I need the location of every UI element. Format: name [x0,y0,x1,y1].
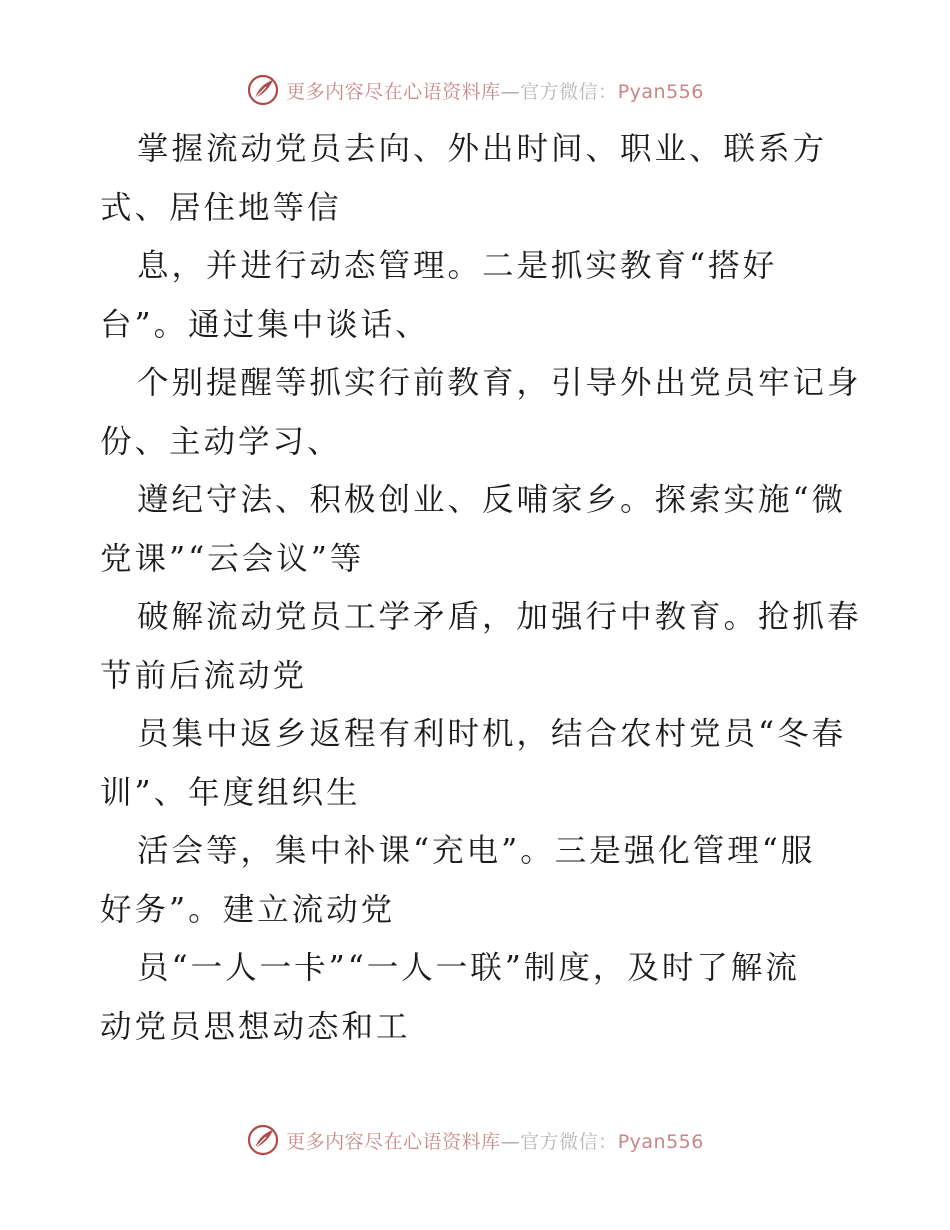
text-line: 台”。通过集中谈话、 [100,306,430,343]
feather-pen-circle-icon [246,1123,280,1157]
text-line: 员“一人一卡”“一人一联”制度，及时了解流 [137,950,800,986]
watermark-text [286,1127,704,1154]
text-line: 好务”。建立流动党 [100,891,396,928]
watermark-wechat-label: 官方微信： [520,1130,618,1153]
text-line: 个别提醒等抓实行前教育，引导外出党员牢记身 [137,365,862,401]
watermark-dash: — [500,80,521,103]
watermark-dash: — [500,1130,521,1153]
text-line: 息，并进行动态管理。二是抓实教育“搭好 [137,248,778,284]
text-line: 动党员思想动态和工 [100,1008,411,1045]
watermark-wechat-id: Pyan556 [617,1130,704,1153]
watermark-wechat-label: 官方微信： [520,80,618,103]
text-line: 节前后流动党 [100,657,308,694]
text-line: 掌握流动党员去向、外出时间、职业、联系方 [137,131,828,167]
text-line: 遵纪守法、积极创业、反哺家乡。探索实施“微 [137,482,847,518]
feather-pen-circle-icon [246,73,280,107]
watermark-text [286,77,704,104]
watermark-site-text: 更多内容尽在心语资料库 [286,80,501,103]
header-watermark [0,72,950,108]
text-line: 活会等，集中补课“充电”。三是强化管理“服 [137,833,816,869]
document-body [100,120,860,1056]
footer-watermark [0,1122,950,1158]
text-line: 破解流动党员工学矛盾，加强行中教育。抢抓春 [137,599,862,635]
watermark-wechat-id: Pyan556 [617,80,704,103]
text-line: 训”、年度组织生 [100,774,361,811]
text-line: 员集中返乡返程有利时机，结合农村党员“冬春 [137,716,847,752]
text-line: 份、主动学习、 [100,423,342,460]
text-line: 式、居住地等信 [100,189,342,226]
watermark-site-text: 更多内容尽在心语资料库 [286,1130,501,1153]
text-line: 党课”“云会议”等 [100,540,365,577]
